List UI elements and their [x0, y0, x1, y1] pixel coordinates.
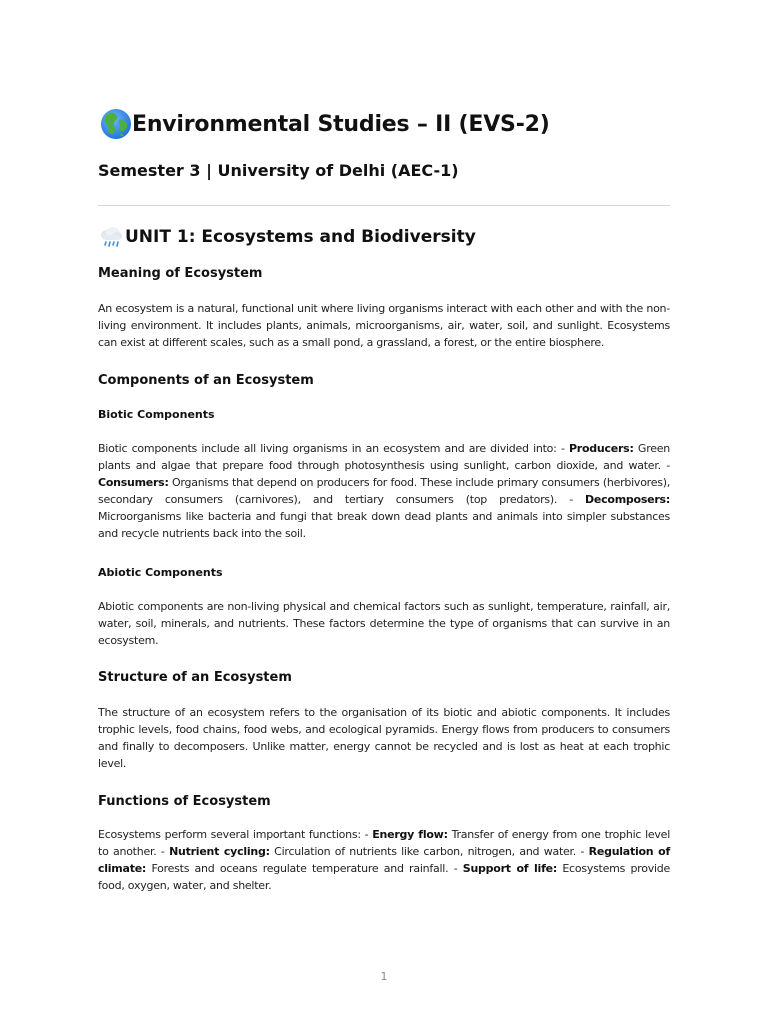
structure-heading: Structure of an Ecosystem: [98, 670, 292, 685]
energy-flow-desc: Transfer of energy from one trophic level to another. -: [98, 828, 671, 858]
climate-regulation-desc: Forests and oceans regulate temperature and rainfall. -: [146, 862, 463, 875]
nutrient-cycling-term: Nutrient cycling:: [169, 845, 270, 858]
climate-regulation-term: Regulation of climate:: [98, 845, 670, 875]
decomposers-desc: Microorganisms like bacteria and fungi that break down dead plants and animals into simpler substances and recycle nutrients back into the soil.: [98, 510, 670, 540]
section-divider: [98, 205, 670, 206]
components-heading: Components of an Ecosystem: [98, 373, 314, 388]
biotic-heading: Biotic Components: [98, 408, 215, 421]
consumers-desc: Organisms that depend on producers for food. These include primary consumers (herbivores), secondary consumers (carnivores), and tertiary consumers (top predators). -: [98, 476, 670, 506]
consumers-term: Consumers:: [98, 476, 169, 489]
unit-title: UNIT 1: Ecosystems and Biodiversity: [125, 227, 476, 247]
document-subtitle: Semester 3 | University of Delhi (AEC-1): [98, 161, 459, 180]
page-number: 1: [380, 970, 388, 983]
support-of-life-desc: Ecosystems provide food, oxygen, water, and shelter.: [98, 862, 671, 892]
support-of-life-term: Support of life:: [462, 862, 557, 875]
energy-flow-term: Energy flow:: [372, 828, 448, 841]
functions-intro: Ecosystems perform several important functions: -: [98, 828, 373, 841]
unit-heading-row: [98, 224, 476, 250]
document-title: Environmental Studies – II (EVS-2): [132, 111, 550, 137]
functions-text: [98, 826, 670, 894]
meaning-heading: Meaning of Ecosystem: [98, 266, 263, 281]
abiotic-text: Abiotic components are non-living physical and chemical factors such as sunlight, temperature, rainfall, air, water, soil, minerals, and nutrients. These factors determine the type of organisms that can survive in an ecosystem.: [98, 600, 670, 647]
nutrient-cycling-desc: Circulation of nutrients like carbon, nitrogen, and water. -: [269, 845, 589, 858]
biotic-intro: Biotic components include all living organisms in an ecosystem and are divided into: -: [98, 442, 569, 455]
structure-text: The structure of an ecosystem refers to the organisation of its biotic and abiotic components. It includes trophic levels, food chains, food webs, and ecological pyramids. Energy flows from producers to consumers and finally to decomposers. Unlike matter, energy cannot be recycled and is lost as heat at each trophic level.: [98, 706, 670, 770]
meaning-text: An ecosystem is a natural, functional unit where living organisms interact with each other and with the non-living environment. It includes plants, animals, microorganisms, air, water, soil, and sunlight. Ecosystems can exist at different scales, such as a small pond, a grassland, a forest, or the entire biosphere.: [98, 302, 670, 349]
abiotic-heading: Abiotic Components: [98, 566, 223, 579]
title-row: [98, 108, 550, 140]
biotic-text: [98, 440, 670, 542]
producers-desc: Green plants and algae that prepare food through photosynthesis using sunlight, carbon dioxide, and water. -: [98, 442, 670, 472]
decomposers-term: Decomposers:: [585, 493, 670, 506]
functions-heading: Functions of Ecosystem: [98, 794, 271, 809]
rain-cloud-icon: [98, 224, 124, 250]
globe-icon: [100, 108, 132, 140]
producers-term: Producers:: [569, 442, 634, 455]
